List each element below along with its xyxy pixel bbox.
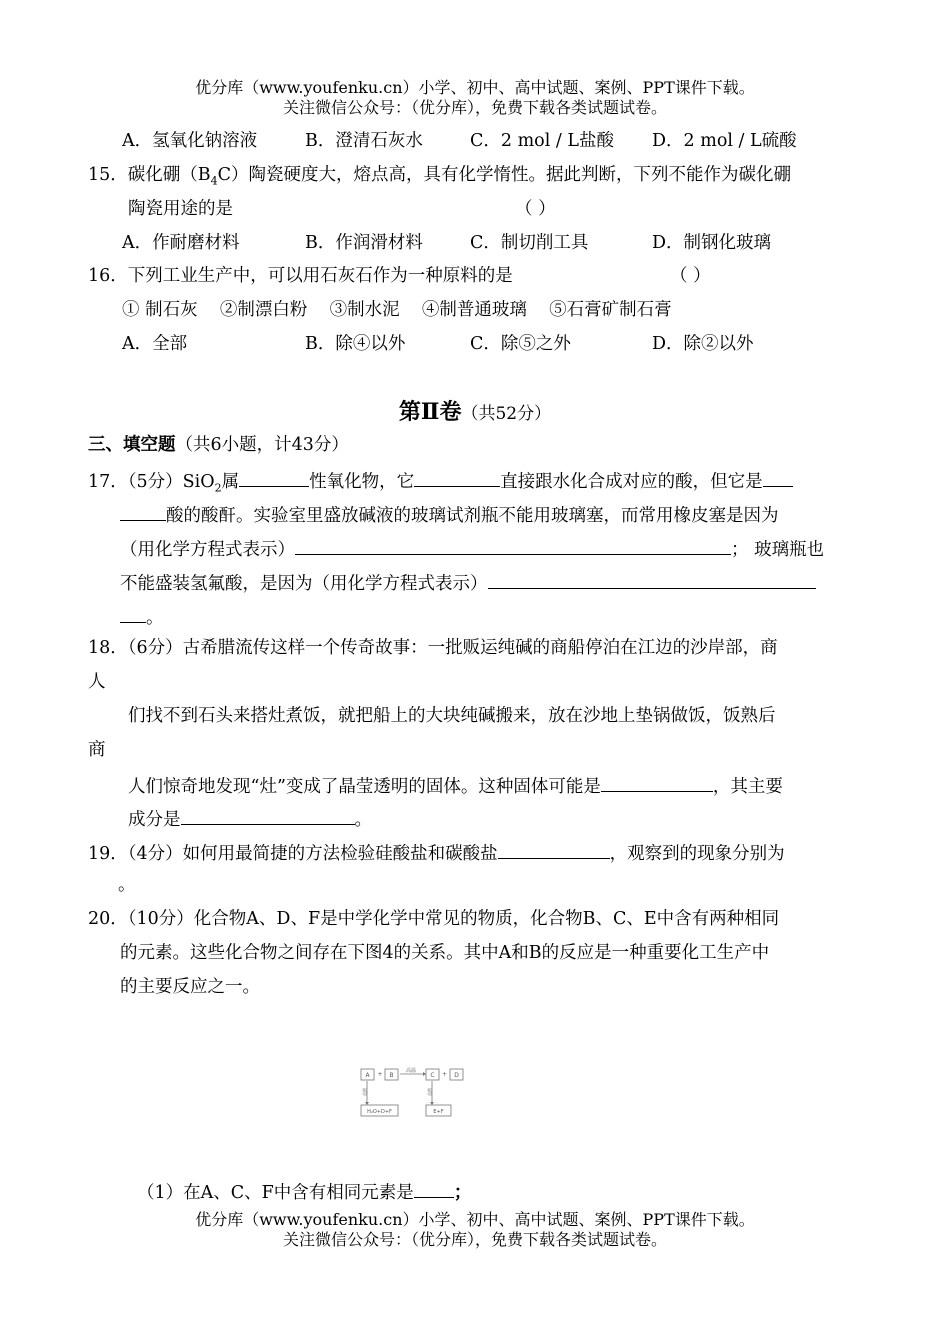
q17-equation-blank-2b[interactable] — [120, 604, 146, 623]
q17-text-3b: ； 玻璃瓶也 — [731, 540, 825, 560]
q18-line-1b: 人 — [88, 672, 106, 692]
q15-option-a: A．作耐磨材料 — [122, 233, 240, 253]
diagram-label-d: D — [454, 1072, 459, 1079]
part-3-heading-main: 三、填空题 — [88, 435, 176, 455]
q16-option-c: C．除⑤之外 — [470, 334, 571, 354]
header-line-1: 优分库（www.youfenku.cn）小学、初中、高中试题、案例、PPT课件下载。 — [195, 78, 755, 97]
q18-text-4b: 。 — [354, 810, 372, 830]
q18-blank-1[interactable] — [601, 773, 713, 792]
q15-subscript: 4 — [210, 174, 218, 188]
section-2-title-main: 第Ⅱ卷 — [398, 399, 462, 425]
section-2-title-sub: （共52分） — [461, 404, 552, 424]
diagram-right-product: E+F — [433, 1109, 444, 1115]
q18-line-2: 们找不到石头来搭灶煮饭，就把船上的大块纯碱搬来，放在沙地上垫锅做饭，饭熟后 — [128, 706, 776, 726]
q17-equation-blank-1[interactable] — [295, 536, 731, 555]
q16-stem — [88, 265, 513, 287]
q15-line-2: 陶瓷用途的是 — [128, 199, 233, 219]
diagram-label-b: B — [389, 1072, 394, 1079]
q17-text-1a: （5分）SiO — [127, 472, 215, 492]
q14-option-c: C．2 mol / L盐酸 — [470, 131, 614, 151]
q17-text-4: 不能盛装氢氟酸，是因为（用化学方程式表示） — [120, 574, 488, 594]
diagram-plus-2: + — [441, 1071, 448, 1078]
q20-sub-1 — [137, 1179, 471, 1204]
q16-option-a: A．全部 — [122, 334, 188, 354]
footer-line-1: 优分库（www.youfenku.cn）小学、初中、高中试题、案例、PPT课件下载。 — [195, 1210, 755, 1229]
q15-option-d: D．制钢化玻璃 — [652, 233, 772, 253]
q20-sub-1-blank[interactable] — [414, 1179, 454, 1198]
q18-line-4 — [128, 806, 372, 831]
diagram-left-product: H₂O+D+F — [367, 1109, 392, 1115]
q17-text-3a: （用化学方程式表示） — [120, 540, 295, 560]
diagram-label-a: A — [365, 1072, 370, 1079]
diagram-right-condition: 盐酸 — [427, 1088, 432, 1096]
q17-line-5 — [120, 604, 164, 629]
q17-text-1b: 属 — [221, 472, 240, 492]
q20-line-1 — [88, 908, 779, 930]
q15-text-a: 碳化硼（B — [127, 165, 211, 185]
q17-number: 17． — [88, 472, 128, 492]
q14-option-a: A．氢氧化钠溶液 — [122, 131, 258, 151]
q17-text-5: 。 — [146, 608, 164, 628]
q16-text: 下列工业生产中，可以用石灰石作为一种原料的是 — [127, 266, 513, 286]
q14-option-b: B．澄清石灰水 — [305, 131, 423, 151]
q15-number: 15． — [88, 165, 128, 185]
section-2-title — [0, 398, 950, 428]
q20-sub-1-text: （1）在A、C、F中含有相同元素是 — [137, 1183, 414, 1203]
q17-blank-3b[interactable] — [120, 502, 166, 521]
q18-line-2b: 商 — [88, 740, 106, 760]
q17-text-2: 酸的酸酐。实验室里盛放碱液的玻璃试剂瓶不能用玻璃塞，而常用橡皮塞是因为 — [166, 506, 779, 526]
q16-answer-bracket: （ ） — [670, 266, 711, 286]
q15-stem — [88, 164, 791, 186]
q20-line-3: 的主要反应之一。 — [120, 977, 260, 997]
diagram-arrowhead-3 — [430, 1102, 434, 1105]
q20-line-2: 的元素。这些化合物之间存在下图4的关系。其中A和B的反应是一种重要化工生产中 — [120, 943, 770, 963]
q17-text-1c: 性氧化物，它 — [309, 472, 415, 492]
q17-blank-2[interactable] — [414, 468, 500, 487]
q17-line-1 — [88, 468, 793, 493]
q18-number: 18． — [88, 638, 128, 658]
q18-line-3 — [128, 773, 783, 798]
q19-text-1a: （4分）如何用最简捷的方法检验硅酸盐和碳酸盐 — [127, 844, 498, 864]
q18-text-4a: 成分是 — [128, 810, 181, 830]
q17-line-2 — [120, 502, 779, 527]
q19-line-1 — [88, 840, 785, 865]
q19-line-2: 。 — [118, 875, 136, 895]
q17-equation-blank-2[interactable] — [488, 570, 816, 589]
q17-subscript: 2 — [214, 481, 222, 495]
q19-blank-1[interactable] — [498, 840, 610, 859]
q18-text-3a: 人们惊奇地发现“灶”变成了晶莹透明的固体。这种固体可能是 — [128, 777, 601, 797]
q17-line-4 — [120, 570, 816, 595]
q18-text-3b: ，其主要 — [712, 777, 783, 797]
part-3-heading-detail: （共6小题，计43分） — [175, 435, 349, 455]
q18-text-1: （6分）古希腊流传这样一个传奇故事：一批贩运纯碱的商船停泊在江边的沙岸部，商 — [127, 638, 778, 658]
q16-option-d: D．除②以外 — [652, 334, 754, 354]
q15-option-c: C．制切削工具 — [470, 233, 589, 253]
diagram-left-condition: 盐酸 — [362, 1088, 367, 1096]
q15-answer-bracket: （ ） — [515, 199, 556, 219]
diagram-label-c: C — [430, 1072, 435, 1079]
q16-option-b: B．除④以外 — [305, 334, 406, 354]
q15-text-b: C）陶瓷硬度大，熔点高，具有化学惰性。据此判断，下列不能作为碳化硼 — [217, 165, 792, 185]
q20-sub-1-end: ； — [453, 1183, 472, 1203]
diagram-arrowhead-2 — [365, 1102, 369, 1105]
q16-number: 16． — [88, 266, 128, 286]
q20-text-1: （10分）化合物A、D、F是中学化学中常见的物质，化合物B、C、E中含有两种相同 — [127, 909, 780, 929]
part-3-heading — [88, 434, 349, 456]
reaction-diagram — [360, 1066, 472, 1120]
diagram-condition-high-temp: 高温 — [405, 1068, 417, 1074]
q17-text-1d: 直接跟水化合成对应的酸，但它是 — [500, 472, 763, 492]
q18-blank-2[interactable] — [181, 806, 355, 825]
diagram-arrowhead-1 — [423, 1072, 426, 1076]
q18-line-1 — [88, 637, 778, 659]
header-line-2: 关注微信公众号：（优分库），免费下载各类试题试卷。 — [282, 98, 667, 117]
q20-number: 20． — [88, 909, 128, 929]
q15-option-b: B．作润滑材料 — [305, 233, 423, 253]
q17-line-3 — [120, 536, 824, 561]
diagram-plus-1: + — [377, 1071, 383, 1078]
q19-text-1b: ，观察到的现象分别为 — [609, 844, 785, 864]
q17-blank-1[interactable] — [239, 468, 309, 487]
footer-line-2: 关注微信公众号：（优分库），免费下载各类试题试卷。 — [282, 1230, 667, 1249]
q19-number: 19． — [88, 844, 128, 864]
q17-blank-3a[interactable] — [763, 468, 793, 487]
q14-option-d: D．2 mol / L硫酸 — [652, 131, 797, 151]
q16-items: ① 制石灰 ②制漂白粉 ③制水泥 ④制普通玻璃 ⑤石膏矿制石膏 — [122, 300, 672, 320]
